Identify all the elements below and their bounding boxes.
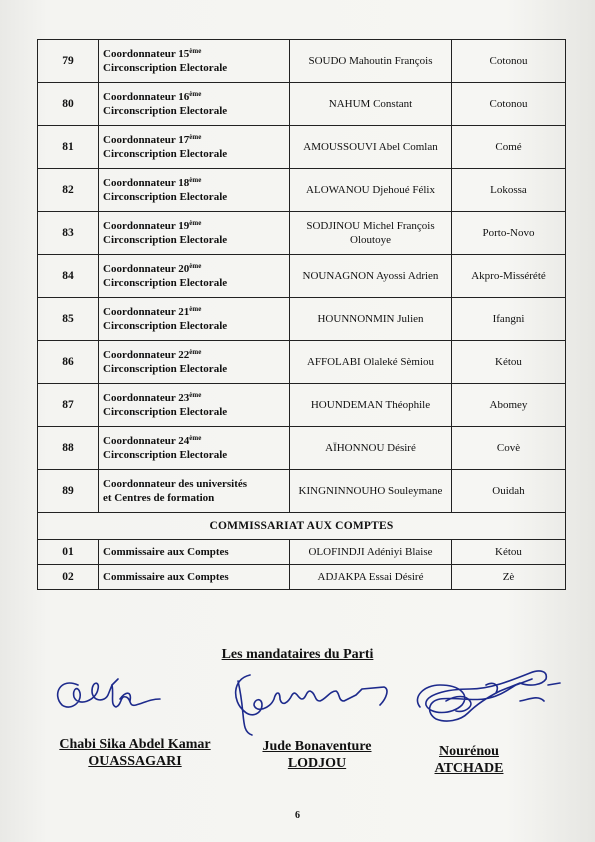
signatory-2 — [244, 738, 390, 772]
role-line1: Coordonnateur 18 — [103, 177, 190, 189]
row-number: 83 — [38, 212, 99, 255]
row-role — [99, 83, 290, 126]
table-row — [38, 540, 566, 565]
table-row — [38, 298, 566, 341]
role-sup: ème — [189, 133, 202, 141]
row-city: Comé — [452, 126, 566, 169]
table-row — [38, 470, 566, 513]
row-role: Commissaire aux Comptes — [99, 540, 290, 565]
role-line1: Coordonnateur 21 — [103, 306, 190, 318]
row-name: ADJAKPA Essai Désiré — [290, 565, 452, 590]
role-line2: Circonscription Electorale — [103, 62, 228, 74]
row-number: 88 — [38, 427, 99, 470]
row-role — [99, 298, 290, 341]
row-role — [99, 126, 290, 169]
row-city: Ouidah — [452, 470, 566, 513]
row-city: Kétou — [452, 540, 566, 565]
section-title: COMMISSARIAT AUX COMPTES — [38, 513, 566, 540]
row-name: AMOUSSOUVI Abel Comlan — [290, 126, 452, 169]
row-name: SODJINOU Michel François Oloutoye — [290, 212, 452, 255]
row-name: KINGNINNOUHO Souleymane — [290, 470, 452, 513]
role-line2: Circonscription Electorale — [103, 449, 228, 461]
row-role — [99, 255, 290, 298]
row-city: Kétou — [452, 341, 566, 384]
row-city: Cotonou — [452, 83, 566, 126]
row-name: NAHUM Constant — [290, 83, 452, 126]
signatory-1-firstname: Chabi Sika Abdel Kamar — [59, 737, 211, 752]
row-role — [99, 427, 290, 470]
row-city: Porto-Novo — [452, 212, 566, 255]
row-name: HOUNDEMAN Théophile — [290, 384, 452, 427]
role-sup: ème — [189, 176, 202, 184]
row-role — [99, 341, 290, 384]
row-role — [99, 470, 290, 513]
role-line2: Circonscription Electorale — [103, 234, 228, 246]
row-number: 81 — [38, 126, 99, 169]
signatory-3-lastname: ATCHADE — [434, 761, 504, 776]
role-sup: ème — [189, 219, 202, 227]
row-role — [99, 40, 290, 83]
table-row — [38, 212, 566, 255]
members-table — [37, 39, 566, 590]
signatory-1-lastname: OUASSAGARI — [88, 754, 182, 769]
role-line2: Circonscription Electorale — [103, 406, 228, 418]
role-sup: ème — [189, 391, 202, 399]
row-role: Commissaire aux Comptes — [99, 565, 290, 590]
row-city: Cotonou — [452, 40, 566, 83]
role-line2: Circonscription Electorale — [103, 277, 228, 289]
row-number: 87 — [38, 384, 99, 427]
row-name: AÏHONNOU Désiré — [290, 427, 452, 470]
role-line2: et Centres de formation — [103, 492, 215, 504]
table-row — [38, 341, 566, 384]
row-number: 85 — [38, 298, 99, 341]
role-sup: ème — [189, 262, 202, 270]
role-line2: Circonscription Electorale — [103, 320, 228, 332]
role-line1: Coordonnateur des universités — [103, 478, 248, 490]
row-name: OLOFINDJI Adéniyi Blaise — [290, 540, 452, 565]
row-name: HOUNNONMIN Julien — [290, 298, 452, 341]
row-name: AFFOLABI Olaleké Sèmiou — [290, 341, 452, 384]
row-city: Lokossa — [452, 169, 566, 212]
signatory-2-lastname: LODJOU — [287, 756, 347, 771]
signatory-3-firstname: Nourénou — [439, 744, 499, 759]
row-number: 82 — [38, 169, 99, 212]
signature-2 — [236, 675, 387, 715]
signature-1 — [58, 683, 160, 707]
role-sup: ème — [189, 305, 202, 313]
signature-3 — [417, 671, 546, 721]
table-row — [38, 384, 566, 427]
row-number: 80 — [38, 83, 99, 126]
row-city: Akpro-Missérété — [452, 255, 566, 298]
role-sup: ème — [189, 90, 202, 98]
row-name: ALOWANOU Djehoué Félix — [290, 169, 452, 212]
table-row — [38, 126, 566, 169]
role-line2: Circonscription Electorale — [103, 105, 228, 117]
row-number: 02 — [38, 565, 99, 590]
row-number: 01 — [38, 540, 99, 565]
row-city: Ifangni — [452, 298, 566, 341]
row-city: Abomey — [452, 384, 566, 427]
table-row — [38, 169, 566, 212]
row-role — [99, 384, 290, 427]
role-line2: Circonscription Electorale — [103, 363, 228, 375]
role-line1: Coordonnateur 24 — [103, 435, 190, 447]
row-name: NOUNAGNON Ayossi Adrien — [290, 255, 452, 298]
table-row — [38, 40, 566, 83]
role-line2: Circonscription Electorale — [103, 148, 228, 160]
role-line1: Coordonnateur 23 — [103, 392, 190, 404]
row-role — [99, 169, 290, 212]
role-line1: Coordonnateur 22 — [103, 349, 190, 361]
role-sup: ème — [189, 47, 202, 55]
role-line1: Coordonnateur 19 — [103, 220, 190, 232]
row-number: 89 — [38, 470, 99, 513]
role-sup: ème — [189, 348, 202, 356]
table-row — [38, 83, 566, 126]
table-row — [38, 427, 566, 470]
row-number: 86 — [38, 341, 99, 384]
table-row — [38, 565, 566, 590]
page-number: 6 — [295, 810, 300, 821]
row-role — [99, 212, 290, 255]
role-line1: Coordonnateur 16 — [103, 91, 190, 103]
role-line1: Coordonnateur 15 — [103, 48, 190, 60]
table-row — [38, 255, 566, 298]
signatory-1 — [40, 736, 230, 770]
role-line1: Coordonnateur 17 — [103, 134, 190, 146]
row-name: SOUDO Mahoutin François — [290, 40, 452, 83]
role-sup: ème — [189, 434, 202, 442]
row-number: 79 — [38, 40, 99, 83]
signatory-2-firstname: Jude Bonaventure — [262, 739, 372, 754]
row-number: 84 — [38, 255, 99, 298]
section-row — [38, 513, 566, 540]
mandataires-title: Les mandataires du Parti — [221, 647, 374, 662]
row-city: Zè — [452, 565, 566, 590]
signatory-3 — [410, 743, 528, 777]
row-city: Covè — [452, 427, 566, 470]
role-line2: Circonscription Electorale — [103, 191, 228, 203]
role-line1: Coordonnateur 20 — [103, 263, 190, 275]
